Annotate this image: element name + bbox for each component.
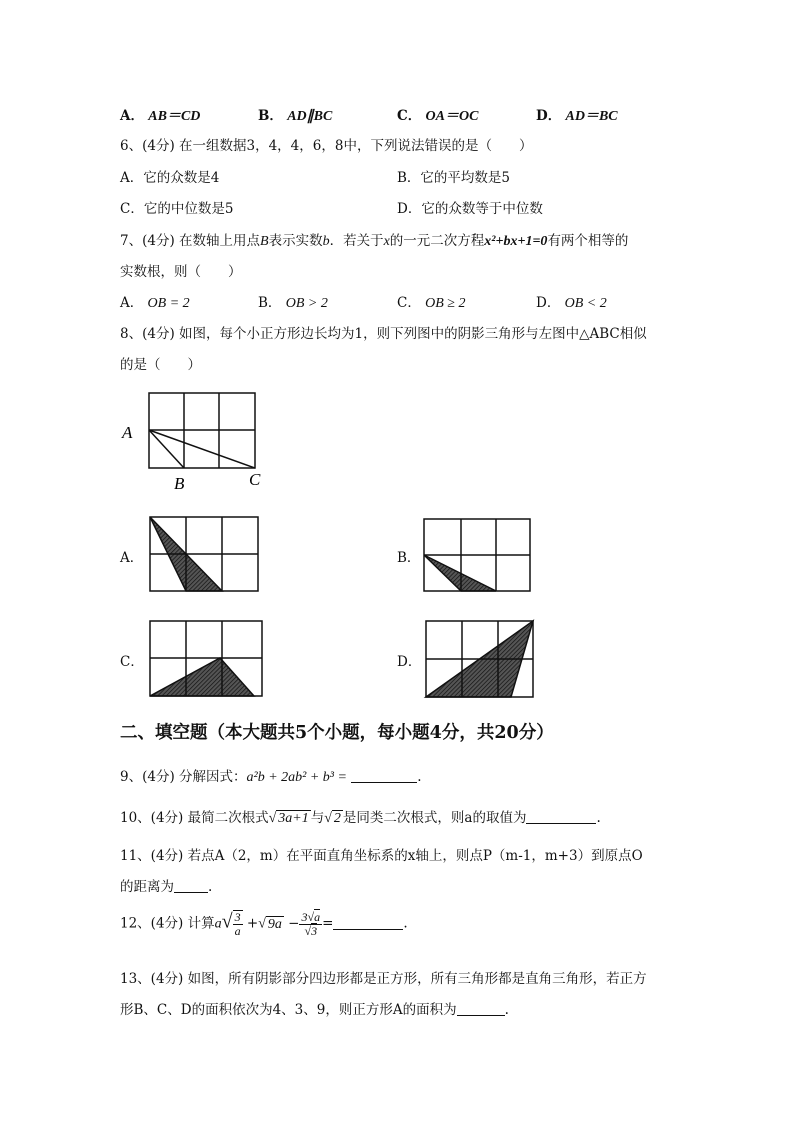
q8-option-b-label: B． [397, 550, 421, 566]
answer-blank[interactable] [174, 878, 208, 893]
q9: 9、(4分) 分解因式：a²b + 2ab² + b³ = . [120, 769, 422, 785]
section-heading: 二、填空题（本大题共5个小题，每小题4分，共20分） [120, 723, 554, 743]
q11-line2: 的距离为 . [120, 879, 213, 895]
q8-stem: 8、(4分) 如图，每个小正方形边长均为1，则下列图中的阴影三角形与左图中△ABC相似 [120, 326, 647, 342]
q7-option-d: D． OB < 2 [536, 295, 607, 311]
q5-option-d: D． AD＝BC [536, 108, 618, 124]
q5-option-c: C． OA＝OC [397, 108, 479, 124]
q8-option-d-figure [423, 617, 539, 701]
answer-blank[interactable] [351, 768, 417, 783]
q7-option-a: A． OB = 2 [120, 295, 190, 311]
q11-line1: 11、(4分) 若点A（2，m）在平面直角坐标系的x轴上，则点P（m-1，m+3）到原点O [120, 848, 643, 864]
q6-stem: 6、(4分) 在一组数据3，4，4，6，8中，下列说法错误的是（ ） [120, 138, 533, 154]
label-b: B [174, 474, 185, 493]
q8-option-a-figure [146, 514, 262, 594]
q13-line1: 13、(4分) 如图，所有阴影部分四边形都是正方形，所有三角形都是直角三角形，若正方 [120, 971, 647, 987]
q6-option-a: A．它的众数是4 [120, 170, 220, 186]
q5-option-a: A． AB＝CD [120, 108, 201, 124]
label-a: A [122, 423, 133, 442]
label-c: C [249, 470, 261, 489]
q6-option-d: D．它的众数等于中位数 [397, 201, 543, 217]
q5-option-b: B． AD∥BC [258, 108, 333, 124]
q12: 12、(4分) 计算a√ $\frac{3}{a}$ +√ 9a − $\frac{3√a}{√3}$ = . [120, 909, 408, 938]
q8-option-c-figure [146, 618, 266, 700]
q7-stem-line2: 实数根，则（ ） [120, 264, 242, 280]
q10: 10、(4分) 最简二次根式√ 3a+1 与√ 2 是同类二次根式，则a的取值为 . [120, 810, 601, 826]
q8-option-b-figure [421, 516, 533, 596]
q8-main-figure [118, 388, 278, 496]
answer-blank[interactable] [333, 915, 403, 930]
q7-stem: 7、(4分) 在数轴上用点B表示实数b．若关于x的一元二次方程x²+bx+1=0有两个相等的 [120, 233, 629, 249]
q8-option-d-label: D． [397, 654, 422, 670]
q7-option-c: C． OB ≥ 2 [397, 295, 466, 311]
answer-blank[interactable] [526, 809, 596, 824]
q8-option-a-label: A． [120, 550, 144, 566]
q7-option-b: B． OB > 2 [258, 295, 328, 311]
q8-option-c-label: C． [120, 654, 144, 670]
answer-blank[interactable] [457, 1001, 505, 1016]
q8-stem-line2: 的是（ ） [120, 357, 201, 373]
q13-line2: 形B、C、D的面积依次为4、3、9，则正方形A的面积为 . [120, 1002, 509, 1018]
q6-option-c: C．它的中位数是5 [120, 201, 234, 217]
q6-option-b: B．它的平均数是5 [397, 170, 511, 186]
